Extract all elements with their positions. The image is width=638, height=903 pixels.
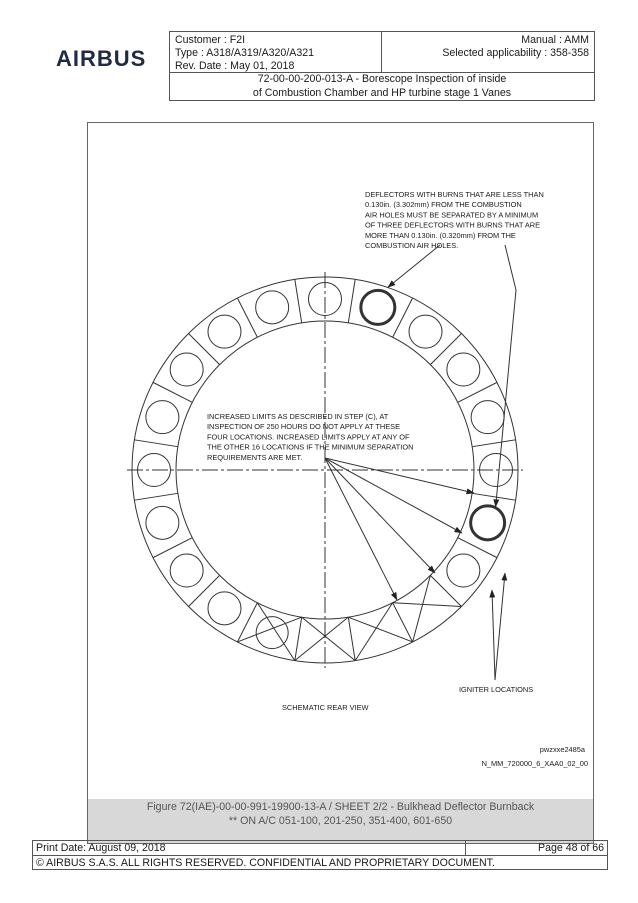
limits-note-line: INSPECTION OF 250 HOURS DO NOT APPLY AT THESE — [207, 422, 401, 432]
print-date: Print Date: August 09, 2018 — [36, 842, 166, 854]
deflector-hole — [170, 554, 203, 587]
rev-date-field: Rev. Date : May 01, 2018 — [175, 60, 295, 72]
segment-divider — [295, 279, 302, 322]
segment-divider — [237, 603, 257, 642]
deflector-hole — [447, 353, 480, 386]
segment-divider — [430, 334, 461, 365]
applicability-field: Selected applicability : 358-358 — [442, 47, 589, 59]
type-field: Type : A318/A319/A320/A321 — [175, 47, 315, 59]
burned-deflector — [471, 506, 505, 540]
segment-divider — [393, 603, 413, 642]
segment-divider — [134, 493, 177, 500]
leader-line — [388, 245, 440, 287]
deflector-hole — [146, 401, 179, 434]
limits-note-line: FOUR LOCATIONS. INCREASED LIMITS APPLY AT ANY OF — [207, 432, 410, 442]
deflector-hole — [256, 291, 289, 324]
segment-divider — [472, 440, 515, 447]
task-title-line1: 72-00-00-200-013-A - Borescope Inspection of inside — [257, 73, 507, 85]
burned-deflector — [361, 290, 395, 324]
deflector-hole — [409, 315, 442, 348]
segment-divider — [348, 617, 355, 660]
copyright-notice: © AIRBUS S.A.S. ALL RIGHTS RESERVED. CONFIDENTIAL AND PROPRIETARY DOCUMENT. — [36, 857, 495, 869]
deflector-note-line: MORE THAN 0.130in. (0.320mm) FROM THE — [365, 230, 516, 240]
segment-divider — [458, 382, 497, 402]
deflector-hole — [146, 506, 179, 539]
view-label: SCHEMATIC REAR VIEW — [282, 703, 369, 712]
segment-divider — [237, 298, 257, 337]
task-title-line2: of Combustion Chamber and HP turbine stage 1 Vanes — [252, 86, 512, 99]
caption-line2: ** ON A/C 051-100, 201-250, 351-400, 601-650 — [228, 815, 453, 827]
limits-note-line: REQUIREMENTS ARE MET. — [207, 452, 303, 462]
deflector-hole — [170, 353, 203, 386]
deflector-note-line: COMBUSTION AIR HOLES. — [365, 241, 459, 250]
igniter-cross — [295, 617, 349, 660]
figure-caption — [88, 799, 593, 843]
segment-divider — [472, 493, 515, 500]
deflector-note-line: 0.130in. (3.302mm) FROM THE COMBUSTION — [365, 200, 522, 210]
segment-divider — [295, 617, 302, 660]
igniter-cross — [302, 617, 356, 660]
leader-line — [325, 458, 397, 600]
segment-divider — [189, 575, 220, 606]
deflector-note-line: AIR HOLES MUST BE SEPARATED BY A MINIMUM — [365, 210, 539, 220]
leader-line — [325, 458, 462, 533]
deflector-hole — [471, 401, 504, 434]
segment-divider — [153, 382, 192, 402]
ref-code: pwzxxe2485a — [539, 745, 585, 754]
leader-line — [325, 458, 474, 493]
segment-divider — [348, 279, 355, 322]
customer-field: Customer : F2I — [175, 34, 246, 46]
leader-line — [496, 245, 516, 507]
segment-divider — [430, 575, 461, 606]
segment-divider — [189, 334, 220, 365]
deflector-hole — [208, 315, 241, 348]
igniter-cross — [393, 603, 462, 607]
segment-divider — [153, 538, 192, 558]
deflector-note-line: OF THREE DEFLECTORS WITH BURNS THAT ARE — [365, 220, 541, 230]
page-number: Page 48 of 66 — [538, 842, 604, 854]
manual-field: Manual : AMM — [521, 34, 589, 46]
leader-line — [492, 590, 495, 680]
segment-divider — [134, 440, 177, 447]
leader-line — [495, 573, 505, 680]
leader-line — [325, 458, 435, 573]
page-footer — [32, 840, 608, 870]
deflector-hole — [208, 592, 241, 625]
caption-line1: Figure 72(IAE)-00-00-991-19900-13-A / SHEET 2/2 - Bulkhead Deflector Burnback — [146, 801, 535, 813]
limits-note-line: INCREASED LIMITS AS DESCRIBED IN STEP (C), AT — [207, 412, 389, 421]
deflector-note-line: DEFLECTORS WITH BURNS THAT ARE LESS THAN — [365, 190, 544, 199]
igniter-label: IGNITER LOCATIONS — [459, 685, 534, 694]
airbus-logo: AIRBUS — [56, 46, 147, 71]
deflector-hole — [447, 554, 480, 587]
limits-note-line: THE OTHER 16 LOCATIONS IF THE MINIMUM SEPARATION — [207, 442, 414, 452]
ref-code: N_MM_720000_6_XAA0_02_00 — [481, 759, 588, 768]
igniter-cross — [413, 575, 431, 642]
